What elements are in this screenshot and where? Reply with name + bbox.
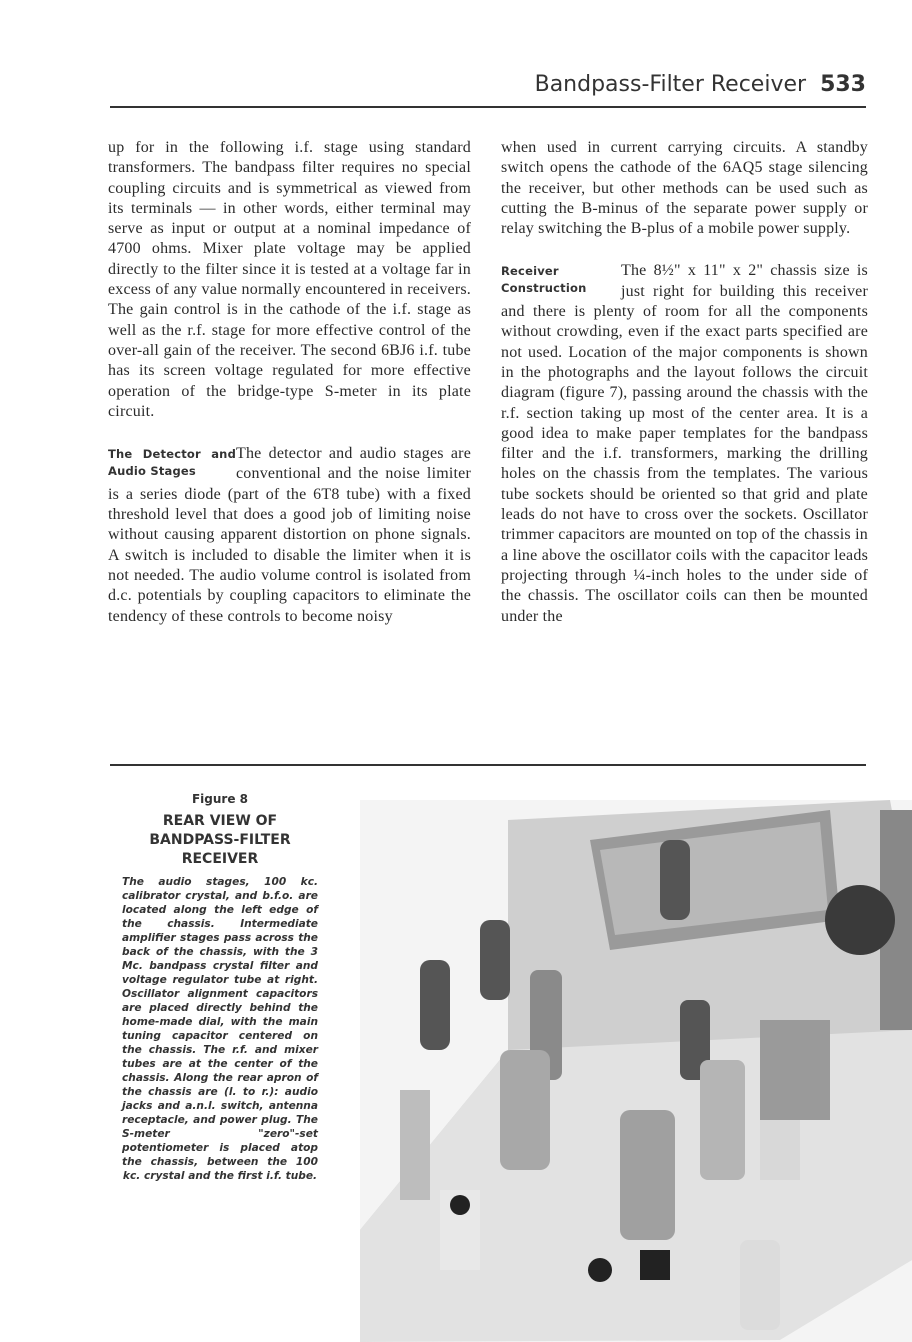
- header-rule: [110, 106, 866, 108]
- running-header: [535, 72, 866, 97]
- right-column: [501, 138, 868, 649]
- paragraph: The 8½" x 11" x 2" chassis size is just right for building this receiver and there is plenty of room for all the components without crowding, even if the exact parts specified are not used. Location of the major components is shown in the photographs and the layout follows the circuit diagram (figure 7), passing around the chassis with the r.f. section taking up most of the center area. It is a good idea to make paper templates for the bandpass filter and the i.f. transformers, marking the drilling holes on the chassis from the templates. The various tube sockets should be oriented so that grid and plate leads do not have to cross over the sockets. Oscillator trimmer capacitors are mounted on top of the chassis in a line above the oscillator coils with the capacitor leads projecting through ¼-inch holes to the under side of the chassis. The oscillator coils can then be mounted under the: [501, 262, 868, 625]
- left-column: [108, 138, 471, 649]
- figure-label: Figure 8: [191, 792, 249, 806]
- figure-caption: [122, 792, 318, 1183]
- paragraph: up for in the following i.f. stage using standard transformers. The bandpass filter requires no special coupling circuits and is symmetrical as viewed from its terminals — in other words, either terminal may serve as input or output at a nominal impedance of 4700 ohms. Mixer plate voltage may be applied directly to the filter since it is tested at a voltage far in excess of any value normally encountered in receivers. The gain control is in the cathode of the i.f. stage as well as the r.f. stage for more effective control of the over-all gain of the receiver. The second 6BJ6 i.f. tube has its screen voltage regulated for more effective operation of the bridge-type S-meter in its plate circuit.: [108, 139, 471, 420]
- running-title: Bandpass-Filter Receiver: [534, 72, 807, 97]
- caption-text: The audio stages, 100 kc. calibrator crystal, and b.f.o. are located along the left edge of the chassis. Intermediate amplifier stages pass across the back of the chassis, with the 3 Mc. bandpass crystal filter and voltage regulator tube at right. Oscillator alignment capacitors are placed directly behind the home-made dial, with the main tuning capacitor centered on the chassis. The r.f. and mixer tubes are at the center of the chassis. Along the rear apron of the chassis are (l. to r.): audio jacks and a.n.l. switch, antenna receptacle, and power plug. The S-meter "zero"-set potentiometer is placed atop the chassis, between the 100 kc. crystal and the first i.f. tube.: [122, 876, 318, 1182]
- receiver-photo: [360, 800, 912, 1342]
- side-heading: Receiver Construction: [501, 264, 587, 296]
- page-number: 533: [820, 72, 866, 97]
- section-rule: [110, 764, 866, 766]
- figure-title: REAR VIEW OF BANDPASS-FILTER RECEIVER: [149, 813, 291, 867]
- paragraph: The detector and audio stages are conventional and the noise limiter is a series diode (part of the 6T8 tube) with a fixed threshold level that does a good job of limiting noise without causing apparent distortion on phone signals. A switch is included to disable the limiter when it is not needed. The audio volume control is isolated from d.c. potentials by coupling capacitors to eliminate the tendency of these controls to become noisy: [108, 445, 471, 625]
- side-heading: The Detector and Audio Stages: [108, 447, 236, 479]
- paragraph: when used in current carrying circuits. A standby switch opens the cathode of the 6AQ5 stage silencing the receiver, but other methods can be used such as cutting the B-minus of the separate power supply or relay switching the B-plus of a mobile power supply.: [501, 139, 868, 238]
